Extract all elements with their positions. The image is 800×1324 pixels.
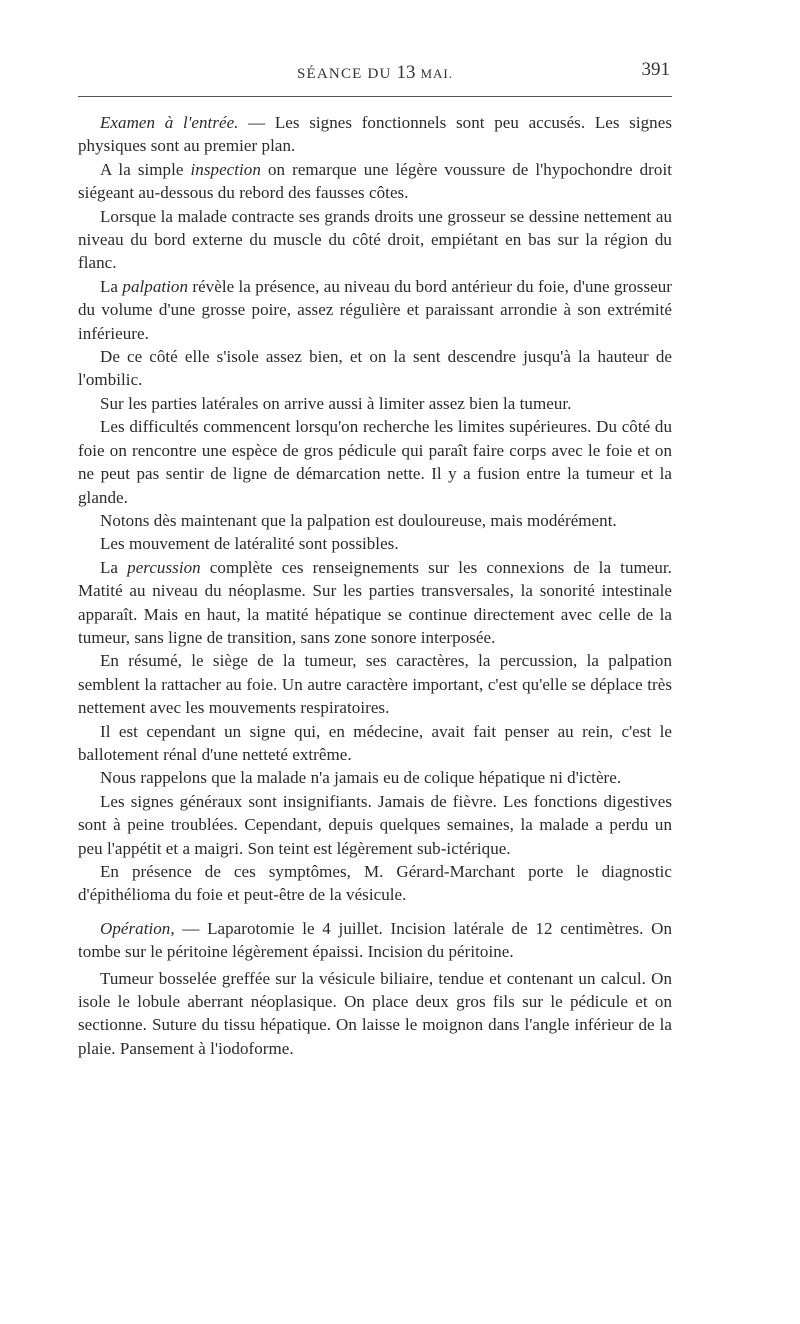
term-palpation: palpation [122, 276, 189, 296]
term-percussion: percussion [127, 557, 201, 577]
body-text [78, 111, 672, 1060]
running-head-date: 13 [396, 62, 416, 83]
paragraph-lateralite: Les mouvement de latéralité sont possibles. [100, 534, 399, 554]
book-page [78, 59, 672, 1060]
paragraph-colique: Nous rappelons que la malade n'a jamais eu de colique hépatique ni d'ictère. [100, 768, 622, 788]
running-head-prefix: SÉANCE DU [297, 66, 392, 82]
paragraph-notons: Notons dès maintenant que la palpation est douloureuse, mais modérément. [100, 510, 617, 530]
page-number: 391 [641, 59, 670, 80]
paragraph-palpation: La palpation révèle la présence, au niveau du bord antérieur du foie, d'une grosseur du volume d'une grosse poire, assez régulière et paraissant arrondie à son extrémité inférieure. [78, 276, 672, 343]
paragraph-laterales: Sur les parties latérales on arrive aussi à limiter assez bien la tumeur. [100, 393, 572, 413]
paragraph-difficultes: Les difficultés commencent lorsqu'on recherche les limites supérieures. Du côté du foie on rencontre une espèce de gros pédicule qui paraît faire corps avec le foie et on ne peut pas sentir de ligne de démarcation nette. Il y a fusion entre la tumeur et la glande. [78, 417, 672, 507]
paragraph-examen: Examen à l'entrée. — Les signes fonctionnels sont peu accusés. Les signes physiques sont au premier plan. [78, 113, 672, 156]
paragraph-isole: De ce côté elle s'isole assez bien, et on la sent descendre jusqu'à la hauteur de l'ombilic. [78, 347, 672, 390]
paragraph-operation: Opération, — Laparotomie le 4 juillet. Incision latérale de 12 centimètres. On tombe sur le péritoine légèrement épaissi. Incision du péritoine. [78, 918, 672, 962]
paragraph-ballotement: Il est cependant un signe qui, en médecine, avait fait penser au rein, c'est le ballotement rénal d'une netteté extrême. [78, 721, 672, 764]
paragraph-inspection: A la simple inspection on remarque une légère voussure de l'hypochondre droit siégeant au-dessous du rebord des fausses côtes. [78, 159, 672, 203]
paragraph-percussion: La percussion complète ces renseignements sur les connexions de la tumeur. Matité au niveau du néoplasme. Sur les parties transversales, la sonorité intestinale apparaît. Mais en haut, la matité hépatique se continue directement avec celle de la tumeur, sans ligne de transition, sans zone sonore interposée. [78, 557, 672, 647]
running-head-month: MAI. [420, 66, 453, 81]
running-head [78, 62, 672, 84]
paragraph-resume: En résumé, le siège de la tumeur, ses caractères, la percussion, la palpation semblent la rattacher au foie. Un autre caractère important, c'est qu'elle se déplace très nettement avec les mouvements respiratoires. [78, 651, 672, 718]
header-rule [78, 96, 672, 97]
paragraph-tumeur: Tumeur bosselée greffée sur la vésicule biliaire, tendue et contenant un calcul. On isole le lobule aberrant néoplasique. On place deux gros fils sur le pédicule et on sectionne. Suture du tissu hépatique. On laisse le moignon dans l'angle inférieur de la plaie. Pansement à l'iodoforme. [78, 968, 672, 1058]
page-header [78, 59, 672, 88]
paragraph-diagnostic: En présence de ces symptômes, M. Gérard-Marchant porte le diagnostic d'épithélioma du foie et peut-être de la vésicule. [78, 862, 672, 905]
paragraph-contraction: Lorsque la malade contracte ses grands droits une grosseur se dessine nettement au niveau du bord externe du muscle du côté droit, empiétant en bas sur la région du flanc. [78, 206, 672, 273]
term-inspection: inspection [190, 159, 261, 179]
section-lead-examen: Examen à l'entrée. [100, 113, 239, 132]
paragraph-signes-generaux: Les signes généraux sont insignifiants. Jamais de fièvre. Les fonctions digestives sont à peine troublées. Cependant, depuis quelques semaines, la malade a perdu un peu l'appétit et a maigri. Son teint est légèrement sub-ictérique. [78, 791, 672, 858]
section-lead-operation: Opération, [100, 918, 175, 938]
